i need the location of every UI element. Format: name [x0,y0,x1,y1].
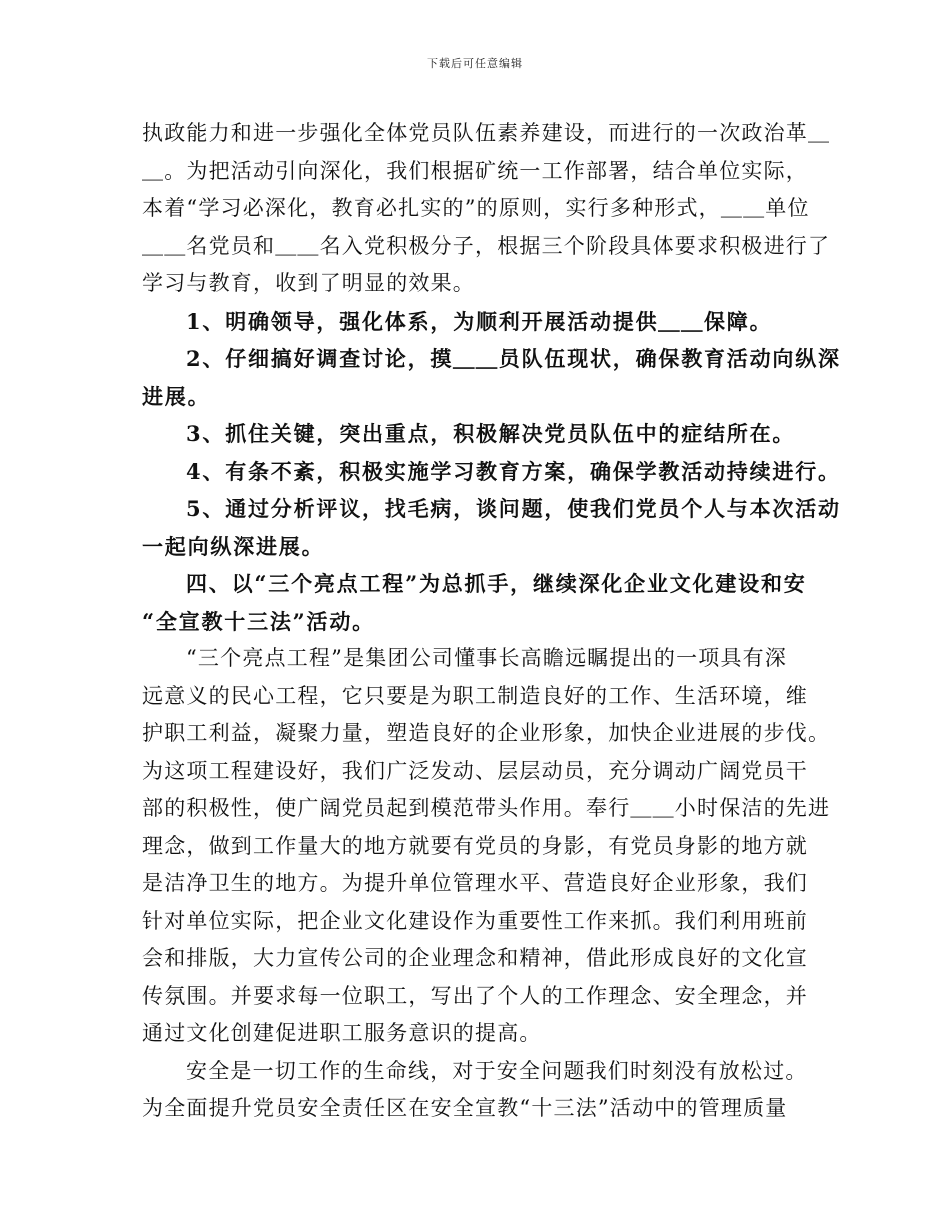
text-line: 远意义的民心工程，它只要是为职工制造良好的工作、生活环境，维 [142,683,808,708]
text-line: 4、有条不紊，积极实施学习教育方案，确保学教活动持续进行。 [186,458,841,484]
text-line: 3、抓住关键，突出重点，积极解决党员队伍中的症结所在。 [186,421,796,446]
text-line: 5、通过分析评议，找毛病，谈问题，使我们党员个人与本次活动 [186,496,841,521]
page-header: 下载后可任意编辑 [427,57,523,70]
text-line: “全宣教十三法”活动。 [142,608,375,634]
text-line: 1、明确领导，强化体系，为顺利开展活动提供＿＿保障。 [186,308,773,334]
text-line: 进展。 [142,383,211,409]
text-line: 安全是一切工作的生命线，对于安全问题我们时刻没有放松过。 [186,1058,808,1083]
text-line: 是洁净卫生的地方。为提升单位管理水平、营造良好企业形象，我们 [142,871,808,895]
text-line: ＿＿名党员和＿＿名入党积极分子，根据三个阶段具体要求积极进行了 [142,233,831,258]
text-line: 本着“学习必深化，教育必扎实的”的原则，实行多种形式，＿＿单位 [142,196,810,220]
text-line: 通过文化创建促进职工服务意识的提高。 [142,1021,542,1045]
text-line: ＿。为把活动引向深化，我们根据矿统一工作部署，结合单位实际， [142,158,808,183]
text-line: 会和排版，大力宣传公司的企业理念和精神，借此形成良好的文化宣 [142,946,808,970]
text-line: 理念，做到工作量大的地方就要有党员的身影，有党员身影的地方就 [142,833,808,858]
document-body [142,115,841,1128]
text-line: 护职工利益，凝聚力量，塑造良好的企业形象，加快企业进展的步伐。 [142,721,831,745]
text-line: 一起向纵深进展。 [142,533,325,559]
text-line: 学习与教育，收到了明显的效果。 [142,271,475,295]
text-line: 部的积极性，使广阔党员起到模范带头作用。奉行＿＿小时保洁的先进 [142,796,831,820]
text-line: 执政能力和进一步强化全体党员队伍素养建设，而进行的一次政治革＿ [142,121,831,145]
text-line: “三个亮点工程”是集团公司懂事长高瞻远瞩提出的一项具有深 [186,646,788,670]
text-line: 为这项工程建设好，我们广泛发动、层层动员，充分调动广阔党员干 [142,758,808,783]
text-line: 2、仔细搞好调查讨论，摸＿＿员队伍现状，确保教育活动向纵深 [186,346,841,371]
text-line: 针对单位实际，把企业文化建设作为重要性工作来抓。我们利用班前 [142,908,808,933]
text-line: 四、以“三个亮点工程”为总抓手，继续深化企业文化建设和安 [186,571,807,596]
text-line: 传氛围。并要求每一位职工，写出了个人的工作理念、安全理念，并 [142,983,808,1008]
text-line: 为全面提升党员安全责任区在安全宣教“十三法”活动中的管理质量 [142,1096,788,1120]
